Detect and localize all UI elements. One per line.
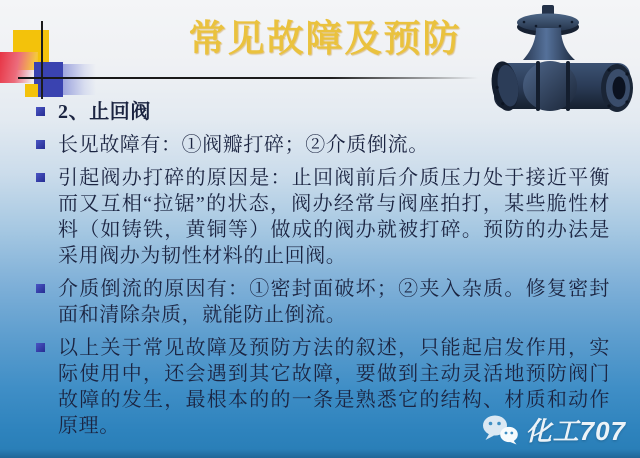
list-item [33, 132, 618, 158]
list-item [33, 165, 618, 269]
wechat-icon [481, 414, 519, 445]
square-bullet-icon [36, 284, 45, 293]
square-bullet-icon [36, 343, 45, 352]
bullet-text: 长见故障有：①阀瓣打碎；②介质倒流。 [58, 134, 429, 156]
decor-blue-fade-square [63, 64, 96, 95]
square-bullet-icon [36, 140, 45, 149]
square-bullet-icon [36, 173, 45, 182]
watermark [481, 411, 626, 448]
bullet-text: 引起阀办打碎的原因是：止回阀前后介质压力处于接近平衡而又互相“拉锯”的状态，阀办经常与阀座拍打，某些脆性材料（如铸铁，黄铜等）做成的阀办就被打碎。预防的办法是采用阀办为韧性材料的止回阀。 [58, 167, 610, 267]
list-item [33, 276, 618, 328]
decor-horizontal-rule [18, 77, 478, 79]
decor-yellow-square-small [25, 84, 38, 97]
bullet-list [33, 99, 618, 446]
square-bullet-icon [36, 107, 45, 116]
bullet-text: 以上关于常见故障及预防方法的叙述，只能起启发作用，实际使用中，还会遇到其它故障，要做到主动灵活地预防阀门故障的发生，最根本的的一条是熟悉它的结构、材质和动作原理。 [58, 337, 610, 437]
bullet-text: 2、止回阀 [58, 101, 151, 123]
decor-blue-square [34, 62, 63, 97]
bullet-text: 介质倒流的原因有：①密封面破坏；②夹入杂质。修复密封面和清除杂质，就能防止倒流。 [58, 278, 610, 326]
watermark-text: 化工707 [525, 416, 626, 446]
slide-title: 常见故障及预防 [188, 19, 462, 60]
list-item [33, 99, 618, 125]
decor-vertical-line [41, 21, 43, 99]
